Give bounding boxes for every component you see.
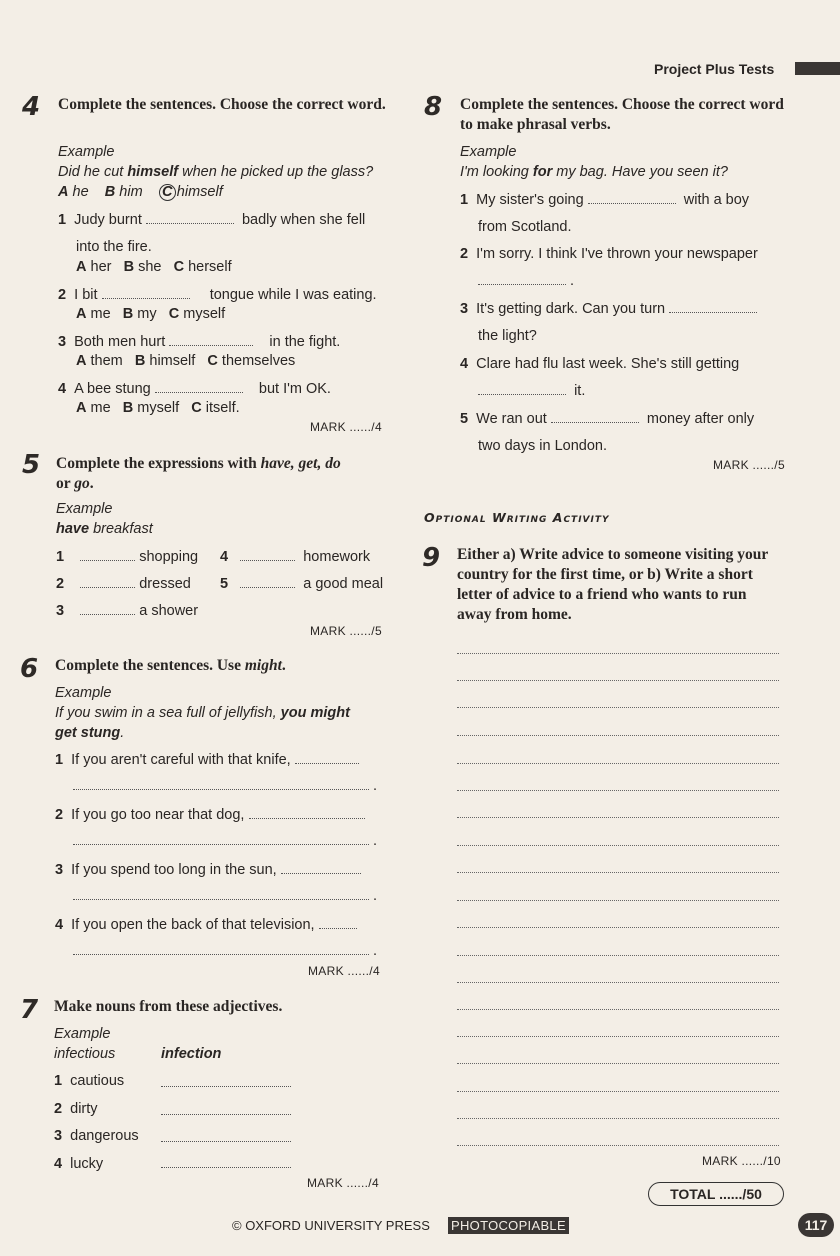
exercise-7-number: 7 — [20, 995, 39, 1025]
writing-line[interactable] — [457, 1118, 779, 1119]
footer-publisher: © OXFORD UNIVERSITY PRESS — [232, 1218, 430, 1233]
exercise-8-item-2-line: . — [478, 273, 574, 289]
answer-blank[interactable] — [169, 345, 253, 346]
exercise-8-mark: MARK ....../5 — [713, 458, 785, 472]
exercise-5-item-5: 5 a good meal — [220, 576, 384, 592]
exercise-5-example-label: Example — [56, 501, 113, 517]
exercise-5-item-4: 4 homework — [220, 549, 371, 565]
writing-line[interactable] — [457, 900, 779, 901]
answer-blank[interactable] — [161, 1086, 291, 1087]
exercise-5-number: 5 — [22, 450, 41, 480]
exercise-7-example-label: Example — [54, 1026, 111, 1042]
exercise-6-item-4-line: . — [73, 943, 377, 959]
writing-line[interactable] — [457, 845, 779, 846]
exercise-4-instruction: Complete the sentences. Choose the correct word. — [58, 96, 386, 113]
total-score-text: TOTAL ....../50 — [670, 1186, 762, 1202]
exercise-8-example-label: Example — [460, 144, 517, 160]
exercise-5-mark: MARK ....../5 — [310, 624, 382, 638]
exercise-8-instruction: Complete the sentences. Choose the correct word to make phrasal verbs. — [460, 96, 784, 133]
photocopiable-badge: PHOTOCOPIABLE — [448, 1217, 569, 1234]
exercise-6-example-line1: If you swim in a sea full of jellyfish, you might — [55, 705, 350, 721]
exercise-5-item-2: 2 dressed — [56, 576, 191, 592]
exercise-8-number: 8 — [424, 92, 443, 122]
exercise-8-item-4: 4 Clare had flu last week. She's still getting — [460, 356, 740, 372]
answer-blank[interactable] — [161, 1141, 291, 1142]
exercise-8-example: I'm looking for my bag. Have you seen it? — [460, 164, 728, 180]
writing-line[interactable] — [457, 790, 779, 791]
exercise-6-instruction: Complete the sentences. Use might. — [55, 657, 286, 674]
exercise-8-item-2: 2 I'm sorry. I think I've thrown your newspaper — [460, 246, 758, 262]
exercise-8-item-1: 1 My sister's going with a boy — [460, 192, 750, 208]
exercise-8-item-1-cont: from Scotland. — [478, 219, 572, 235]
answer-blank[interactable] — [478, 394, 566, 395]
exercise-6-example-label: Example — [55, 685, 112, 701]
answer-blank[interactable] — [80, 614, 135, 615]
answer-blank[interactable] — [155, 392, 243, 393]
exercise-4-example-label: Example — [58, 144, 115, 160]
exercise-8-item-4-line: it. — [478, 383, 585, 399]
writing-line[interactable] — [457, 1009, 779, 1010]
exercise-4-number: 4 — [22, 92, 41, 122]
exercise-4-item-4-options: A me B myself C itself. — [76, 400, 240, 416]
page-number: 117 — [798, 1213, 834, 1237]
exercise-4-item-3-options: A them B himself C themselves — [76, 353, 296, 369]
answer-blank[interactable] — [161, 1114, 291, 1115]
exercise-8-item-5-cont: two days in London. — [478, 438, 607, 454]
exercise-5-instruction: Complete the expressions with have, get, do or go. — [56, 455, 341, 492]
exercise-7-instruction: Make nouns from these adjectives. — [54, 998, 283, 1015]
answer-blank[interactable] — [80, 560, 135, 561]
writing-line[interactable] — [457, 1036, 779, 1037]
exercise-6-example-line2: get stung. — [55, 725, 125, 741]
exercise-5-example: have breakfast — [56, 521, 153, 537]
exercise-9-number: 9 — [422, 543, 441, 573]
exercise-7-example-noun: infection — [161, 1046, 222, 1062]
exercise-6-item-1: 1 If you aren't careful with that knife, — [55, 752, 359, 768]
exercise-4-item-4: 4 A bee stung but I'm OK. — [58, 381, 331, 397]
total-score-box — [648, 1182, 784, 1206]
answer-blank[interactable] — [73, 789, 369, 790]
answer-blank[interactable] — [80, 587, 135, 588]
answer-blank[interactable] — [588, 203, 676, 204]
optional-writing-title: Optional Writing Activity — [424, 510, 610, 525]
writing-line[interactable] — [457, 927, 779, 928]
writing-line[interactable] — [457, 735, 779, 736]
exercise-6-item-3-line: . — [73, 888, 377, 904]
exercise-6-item-4: 4 If you open the back of that television, — [55, 917, 357, 933]
exercise-4-item-1-options: A her B she C herself — [76, 259, 232, 275]
writing-line[interactable] — [457, 763, 779, 764]
writing-line[interactable] — [457, 872, 779, 873]
exercise-4-mark: MARK ....../4 — [310, 420, 382, 434]
answer-blank[interactable] — [161, 1167, 291, 1168]
answer-blank[interactable] — [73, 954, 369, 955]
answer-blank[interactable] — [73, 844, 369, 845]
exercise-4-item-2: 2 I bit tongue while I was eating. — [58, 287, 377, 303]
exercise-9-mark: MARK ....../10 — [702, 1154, 781, 1168]
answer-blank[interactable] — [73, 899, 369, 900]
exercise-9-instruction: Either a) Write advice to someone visiting your country for the first time, or b) Write a short letter of advice to a friend who wants to run away from home. — [457, 546, 768, 623]
writing-line[interactable] — [457, 1145, 779, 1146]
circled-answer-c: C — [159, 184, 176, 201]
answer-blank[interactable] — [146, 223, 234, 224]
exercise-7-item-1: 1 cautious — [54, 1073, 125, 1089]
exercise-6-number: 6 — [20, 654, 39, 684]
exercise-4-example-options: A he B him C himself — [58, 184, 223, 200]
exercise-4-item-1-cont: into the fire. — [76, 239, 152, 255]
writing-line[interactable] — [457, 982, 779, 983]
answer-blank[interactable] — [249, 818, 365, 819]
header-title: Project Plus Tests — [654, 61, 775, 77]
exercise-8-item-3-cont: the light? — [478, 328, 537, 344]
exercise-7-item-3: 3 dangerous — [54, 1128, 139, 1144]
exercise-4-item-1: 1 Judy burnt badly when she fell — [58, 212, 366, 228]
writing-line[interactable] — [457, 707, 779, 708]
exercise-5-item-3: 3 a shower — [56, 603, 199, 619]
exercise-6-item-1-line: . — [73, 778, 377, 794]
exercise-8-item-5: 5 We ran out money after only — [460, 411, 755, 427]
writing-line[interactable] — [457, 680, 779, 681]
answer-blank[interactable] — [551, 422, 639, 423]
answer-blank[interactable] — [240, 560, 295, 561]
exercise-8-item-3: 3 It's getting dark. Can you turn — [460, 301, 757, 317]
exercise-7-mark: MARK ....../4 — [307, 1176, 379, 1190]
exercise-4-example: Did he cut himself when he picked up the glass? — [58, 164, 374, 180]
exercise-4-item-2-options: A me B my C myself — [76, 306, 226, 322]
header-bar — [795, 62, 840, 75]
exercise-7-item-2: 2 dirty — [54, 1101, 98, 1117]
exercise-4-item-3: 3 Both men hurt in the fight. — [58, 334, 341, 350]
exercise-7-item-4: 4 lucky — [54, 1156, 104, 1172]
answer-blank[interactable] — [240, 587, 295, 588]
writing-line[interactable] — [457, 653, 779, 654]
writing-line[interactable] — [457, 1063, 779, 1064]
writing-line[interactable] — [457, 1091, 779, 1092]
answer-blank[interactable] — [478, 284, 566, 285]
answer-blank[interactable] — [669, 312, 757, 313]
answer-blank[interactable] — [102, 298, 190, 299]
answer-blank[interactable] — [281, 873, 361, 874]
exercise-7-example-adj: infectious — [54, 1046, 116, 1062]
answer-blank[interactable] — [295, 763, 359, 764]
exercise-6-item-2: 2 If you go too near that dog, — [55, 807, 365, 823]
exercise-6-mark: MARK ....../4 — [308, 964, 380, 978]
exercise-6-item-2-line: . — [73, 833, 377, 849]
writing-line[interactable] — [457, 817, 779, 818]
exercise-6-item-3: 3 If you spend too long in the sun, — [55, 862, 361, 878]
exercise-5-item-1: 1 shopping — [56, 549, 199, 565]
writing-line[interactable] — [457, 955, 779, 956]
answer-blank[interactable] — [319, 928, 357, 929]
